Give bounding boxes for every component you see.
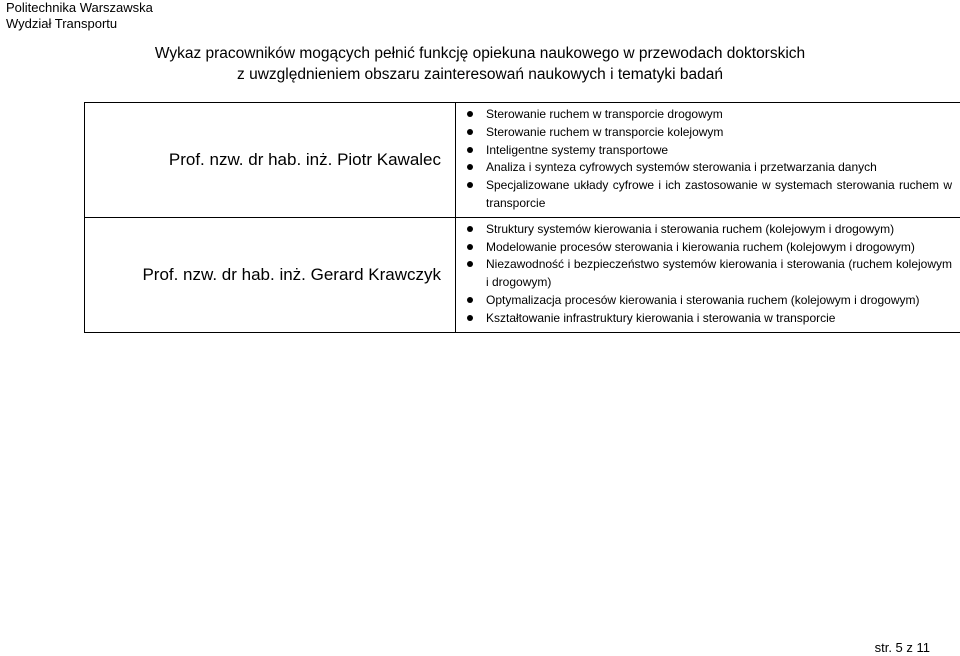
bullet-icon <box>467 111 473 117</box>
bullet-icon <box>467 147 473 153</box>
topic-text: Kształtowanie infrastruktury kierowania i sterowania w transporcie <box>486 310 836 325</box>
title-line-1: Wykaz pracowników mogących pełnić funkcję opiekuna naukowego w przewodach doktorskich <box>154 45 806 62</box>
research-topics-cell <box>456 103 960 218</box>
list-item <box>456 239 952 257</box>
research-topics-cell <box>456 217 960 332</box>
list-item <box>456 221 952 239</box>
list-item <box>456 292 952 310</box>
topic-text: Sterowanie ruchem w transporcie drogowym <box>486 107 723 121</box>
bullet-icon <box>467 297 473 303</box>
staff-name: Prof. nzw. dr hab. inż. Piotr Kawalec <box>85 103 456 218</box>
list-item <box>456 124 952 142</box>
topic-text: Analiza i synteza cyfrowych systemów sterowania i przetwarzania danych <box>486 160 877 175</box>
university-name: Politechnika Warszawska <box>6 0 153 15</box>
document-header <box>6 0 153 32</box>
topic-text: Modelowanie procesów sterowania i kierowania ruchem (kolejowym i drogowym) <box>486 239 915 254</box>
document-title <box>0 43 960 85</box>
list-item <box>456 159 952 177</box>
topic-text: Sterowanie ruchem w transporcie kolejowym <box>486 124 724 139</box>
topic-text: Inteligentne systemy transportowe <box>486 142 669 157</box>
faculty-name: Wydział Transportu <box>6 16 118 31</box>
bullet-icon <box>467 261 473 267</box>
list-item <box>456 310 952 328</box>
topic-text: Optymalizacja procesów kierowania i sterowania ruchem (kolejowym i drogowym) <box>486 292 920 307</box>
research-topics-list <box>456 106 952 213</box>
list-item <box>456 177 952 213</box>
table-row <box>85 103 960 218</box>
research-topics-list <box>456 221 952 328</box>
staff-name: Prof. nzw. dr hab. inż. Gerard Krawczyk <box>85 217 456 332</box>
list-item <box>456 142 952 160</box>
topic-text: Niezawodność i bezpieczeństwo systemów kierowania i sterowania (ruchem kolejowym i drogowym) <box>486 257 952 290</box>
topic-text: Struktury systemów kierowania i sterowania ruchem (kolejowym i drogowym) <box>486 221 895 236</box>
list-item <box>456 256 952 292</box>
title-line-2: z uwzględnieniem obszaru zainteresowań naukowych i tematyki badań <box>237 66 723 83</box>
bullet-icon <box>467 164 473 170</box>
bullet-icon <box>467 182 473 188</box>
table-row <box>85 217 960 332</box>
bullet-icon <box>467 244 473 250</box>
bullet-icon <box>467 315 473 321</box>
bullet-icon <box>467 226 473 232</box>
list-item <box>456 106 952 124</box>
topic-text: Specjalizowane układy cyfrowe i ich zastosowanie w systemach sterowania ruchem w transporcie <box>486 178 952 210</box>
page-number: str. 5 z 11 <box>874 640 930 655</box>
bullet-icon <box>467 129 473 135</box>
staff-table <box>84 102 960 333</box>
